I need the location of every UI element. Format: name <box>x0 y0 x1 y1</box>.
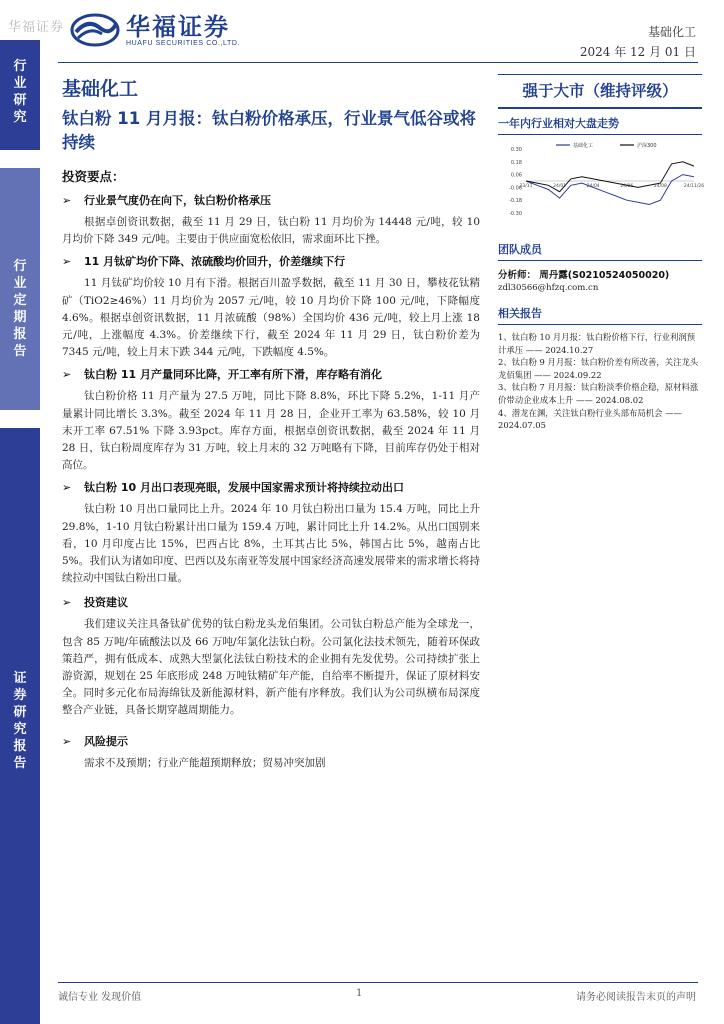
y-tick-label: 0.06 <box>510 172 522 179</box>
analyst-name: 分析师： 周丹露(S0210524050020) <box>498 270 670 281</box>
sidebar-char: 告 <box>13 344 27 359</box>
header-meta <box>580 22 696 62</box>
sidebar-block-industry-research <box>0 58 40 126</box>
related-report-item: 2、钛白粉 9 月月报：钛白粉价差有所改善，关注龙头龙佰集团 —— 2024.09.22 <box>498 357 699 380</box>
bullet-arrow-icon: ➢ <box>62 368 72 382</box>
bullet-arrow-icon: ➢ <box>62 255 72 269</box>
legend-label: 沪深300 <box>637 143 657 149</box>
sidebar-char: 证 <box>13 671 27 686</box>
chart-title-rule <box>498 134 702 135</box>
header-rule <box>58 62 698 63</box>
sidebar-char: 告 <box>13 756 27 771</box>
header-date: 2024 年 12 月 01 日 <box>579 45 696 59</box>
section-paragraph: 11 月钛矿均价较 10 月有下滑。根据百川盈孚数据，截至 11 月 30 日，攀枝花钛精矿（TiO2≥46%）11 月均价为 2057 元/吨，较 10 月均价下降 100 元/吨，下降幅度 4.6%。根据卓创资讯数据，11 月浓硫酸（98%）全国均价 436 元/吨，较上月上涨 18 元/吨，上涨幅度 4.3%。价差继续下行，截至 2024 年 11 月 29 日，钛白粉价差为 7345 元/吨，较上月末下跌 344 元/吨，下跌幅度 4.5%。 <box>62 277 480 359</box>
team-heading: 团队成员 <box>498 243 542 256</box>
bullet-arrow-icon: ➢ <box>62 194 72 207</box>
logo-en: HUAFU SECURITIES CO.,LTD. <box>126 39 241 47</box>
y-tick-label: 0.30 <box>510 147 522 153</box>
sidebar-char: 研 <box>13 705 27 720</box>
section-heading <box>62 734 480 750</box>
bullet-arrow-icon: ➢ <box>62 734 72 748</box>
section-heading-text: 钛白粉 10 月出口表现亮眼，发展中国家需求预计将持续拉动出口 <box>84 481 404 495</box>
key-points-sections <box>62 193 480 772</box>
company-logo <box>70 12 240 48</box>
section-heading-text: 风险提示 <box>84 734 128 748</box>
section-heading <box>62 480 480 496</box>
legend-label: 基础化工 <box>573 143 594 149</box>
series-line-basic-chemicals <box>526 175 694 205</box>
sidebar-char: 业 <box>13 276 27 291</box>
header-industry: 基础化工 <box>647 25 696 39</box>
section-heading-text: 钛白粉 11 月产量同环比降，开工率有所下滑，库存略有消化 <box>84 368 382 382</box>
rating: 强于大市（维持评级） <box>522 82 678 100</box>
relative-performance-chart <box>498 141 705 227</box>
sidebar-char: 报 <box>13 739 27 754</box>
related-report-item: 3、钛白粉 7 月月报：钛白粉淡季价格企稳，原材料涨价带动企业成本上升 —— 2024.08.02 <box>498 382 699 405</box>
sidebar-char: 业 <box>13 76 27 91</box>
x-tick-label: 24/01 <box>553 184 567 189</box>
x-tick-label: 24/08 <box>653 184 667 189</box>
chart-title: 一年内行业相对大盘走势 <box>498 117 619 130</box>
x-tick-label: 24/11/26 <box>683 184 705 189</box>
sidebar-divider <box>0 410 40 428</box>
page-number: 1 <box>356 988 363 999</box>
x-tick-label: 24/04 <box>586 184 600 189</box>
sidebar-char: 究 <box>13 110 27 125</box>
series-line-csi300 <box>526 162 694 192</box>
section-paragraph: 根据卓创资讯数据，截至 11 月 29 日，钛白粉 11 月均价为 14448 元/吨，较 10 月均价下降 349 元/吨。主要由于供应面宽松依旧，需求面环比下挫。 <box>62 216 480 246</box>
key-points-heading: 投资要点： <box>62 169 125 184</box>
section-heading <box>62 367 480 383</box>
related-reports-rule <box>498 324 702 325</box>
section-paragraph: 需求不及预期；行业产能超预期释放；贸易冲突加剧 <box>84 756 326 769</box>
sidebar-block-securities-report <box>0 670 40 772</box>
sidebar-char: 研 <box>13 93 27 108</box>
x-tick-label: 23/11 <box>519 184 533 189</box>
sidebar-char: 究 <box>13 722 27 737</box>
report-title: 钛白粉 11 月月报：钛白粉价格承压，行业景气低谷或将持续 <box>62 109 476 152</box>
footer-rule <box>58 982 698 983</box>
footer-disclaimer: 请务必阅读报告末页的声明 <box>576 992 696 1003</box>
y-tick-label: -0.18 <box>509 198 522 205</box>
rating-bottom-rule <box>498 107 702 109</box>
sidebar-char: 行 <box>13 259 27 274</box>
section-paragraph: 钛白粉 10 月出口量同比上升。2024 年 10 月钛白粉出口量为 15.4 万吨，同比上升 29.8%，1-10 月钛白粉累计出口量为 159.4 万吨，累计同比上升 14.2%。从出口国别来看，10 月印度占比 15%，巴西占比 8%，土耳其占比 5%，韩国占比 5%，越南占比 5%。我们认为诸如印度、巴西以及东南亚等发展中国家经济高速发展带来的需求增长将持续拉动中国钛白粉出口量。 <box>62 503 480 585</box>
sidebar-char: 期 <box>13 310 27 325</box>
watermark: 华福证券 <box>8 20 65 35</box>
x-tick-label: 24/06 <box>620 184 634 189</box>
related-reports-heading: 相关报告 <box>498 307 542 320</box>
bullet-arrow-icon: ➢ <box>62 481 72 495</box>
main-content <box>62 74 480 772</box>
y-tick-label: -0.30 <box>509 211 522 217</box>
section-heading-text: 11 月钛矿均价下降、浓硫酸均价回升，价差继续下行 <box>84 255 346 269</box>
section-heading-text: 行业景气度仍在向下，钛白粉价格承压 <box>84 194 271 207</box>
section-heading-text: 投资建议 <box>84 596 128 610</box>
report-category: 基础化工 <box>62 78 139 100</box>
right-panel <box>498 74 705 432</box>
y-tick-label: -0.06 <box>509 185 522 192</box>
footer-slogan: 诚信专业 发现价值 <box>58 992 142 1003</box>
sidebar-block-periodic-report <box>0 168 40 410</box>
section-paragraph: 钛白粉价格 11 月产量为 27.5 万吨，同比下降 8.8%，环比下降 5.2%，1-11 月产量累计同比增长 3.3%。截至 2024 年 11 月 28 日，企业开工率为 63.58%，较 10 月末开工率 67.51% 下降 3.93pct。库存方面，根据卓创资讯数据，截至 2024 年 11 月 28 日，钛白粉周度库存为 31 万吨，较上月末的 32 万吨略有下降，目前库存仍处于相对高位。 <box>62 390 480 472</box>
bullet-arrow-icon: ➢ <box>62 596 72 610</box>
related-reports-list <box>498 331 702 432</box>
analyst-email: zdl30566@hfzq.com.cn <box>498 283 599 293</box>
section-heading <box>62 595 480 611</box>
logo-cn: 华福证券 <box>126 12 230 41</box>
sidebar-divider <box>0 150 40 168</box>
logo-emblem-icon <box>70 12 120 48</box>
related-report-item: 1、钛白粉 10 月月报：钛白粉价格下行，行业利润预计承压 —— 2024.10.27 <box>498 332 696 355</box>
sidebar-char: 报 <box>13 327 27 342</box>
section-heading <box>62 254 480 270</box>
related-report-item: 4、潜龙在渊，关注钛白粉行业头部布局机会 —— 2024.07.05 <box>498 407 682 431</box>
y-tick-label: 0.18 <box>510 159 522 166</box>
sidebar-char: 行 <box>13 59 27 74</box>
section-paragraph: 我们建议关注具备钛矿优势的钛白粉龙头龙佰集团。公司钛白粉总产能为全球龙一，包含 85 万吨/年硫酸法以及 66 万吨/年氯化法钛白粉。公司氯化法技术领先，随着环保政策趋严，拥有低成本、成熟大型氯化法钛白粉技术的企业拥有先发优势。公司持续扩张上游资源，规划在 25 年底形成 248 万吨钛精矿年产能，自给率不断提升，保证了原材料安全。同时多元化布局海绵钛及新能源材料，新产能有序释放。我们认为公司纵横布局深度整合产业链，具备长期穿越周期能力。 <box>62 618 480 717</box>
sidebar-char: 定 <box>13 293 27 308</box>
sidebar-char: 券 <box>13 688 27 703</box>
team-rule <box>498 260 702 261</box>
section-heading <box>62 193 480 209</box>
